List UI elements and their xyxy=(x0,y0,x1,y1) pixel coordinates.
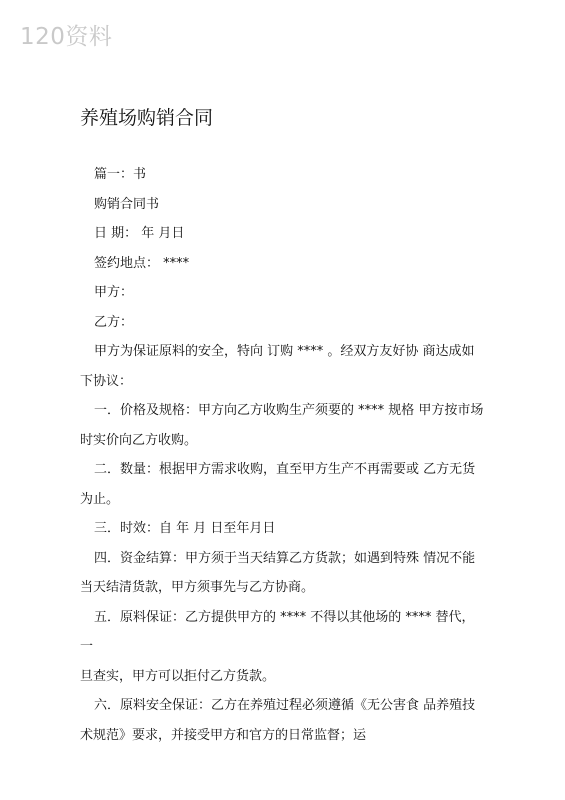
text-line: 旦查实，甲方可以拒付乙方货款。 xyxy=(80,668,276,684)
text-line: 术规范》要求，并接受甲方和官方的日常监督；运 xyxy=(80,727,367,743)
document-title: 养殖场购销合同 xyxy=(80,107,214,129)
paragraph-chapter: 篇一：书 xyxy=(94,167,147,182)
text-line: 四．资金结算：甲方须于当天结算乙方货款；如遇到特殊 情况不能 xyxy=(94,550,476,566)
clause-material-guarantee xyxy=(80,603,485,692)
paragraph-preamble xyxy=(80,337,485,396)
watermark: 120资料 xyxy=(20,24,113,50)
text-line: 为止。 xyxy=(80,491,120,507)
text-line: 二．数量：根据甲方需求收购，直至甲方生产不再需要或 乙方无货 xyxy=(94,462,476,477)
paragraph-contract-name: 购销合同书 xyxy=(94,196,160,212)
text-line: 六．原料安全保证：乙方在养殖过程必须遵循《无公害食 品养殖技 xyxy=(94,698,476,713)
text-line: 甲方为保证原料的安全，特向 订购 **** 。经双方友好协 商达成如 xyxy=(94,344,475,359)
clause-validity: 三．时效：自 年 月 日至年月日 xyxy=(94,521,276,536)
document-body xyxy=(80,160,485,750)
paragraph-date: 日 期： 年 月日 xyxy=(94,226,185,241)
clause-material-safety xyxy=(80,691,485,750)
clause-price-spec xyxy=(80,396,485,455)
paragraph-signing-place: 签约地点： **** xyxy=(94,255,190,271)
text-line: 一．价格及规格：甲方向乙方收购生产须要的 **** 规格 甲方按市场 xyxy=(94,403,484,418)
text-line: 时实价向乙方收购。 xyxy=(80,432,198,448)
paragraph-party-b: 乙方： xyxy=(94,314,134,330)
clause-quantity xyxy=(80,455,485,514)
text-line: 下协议： xyxy=(80,373,133,389)
text-line: 五．原料保证：乙方提供甲方的 **** 不得以其他场的 **** 替代，一 xyxy=(80,609,475,654)
clause-payment xyxy=(80,544,485,603)
text-line: 当天结清货款，甲方须事先与乙方协商。 xyxy=(80,580,315,595)
paragraph-party-a: 甲方： xyxy=(94,285,134,300)
